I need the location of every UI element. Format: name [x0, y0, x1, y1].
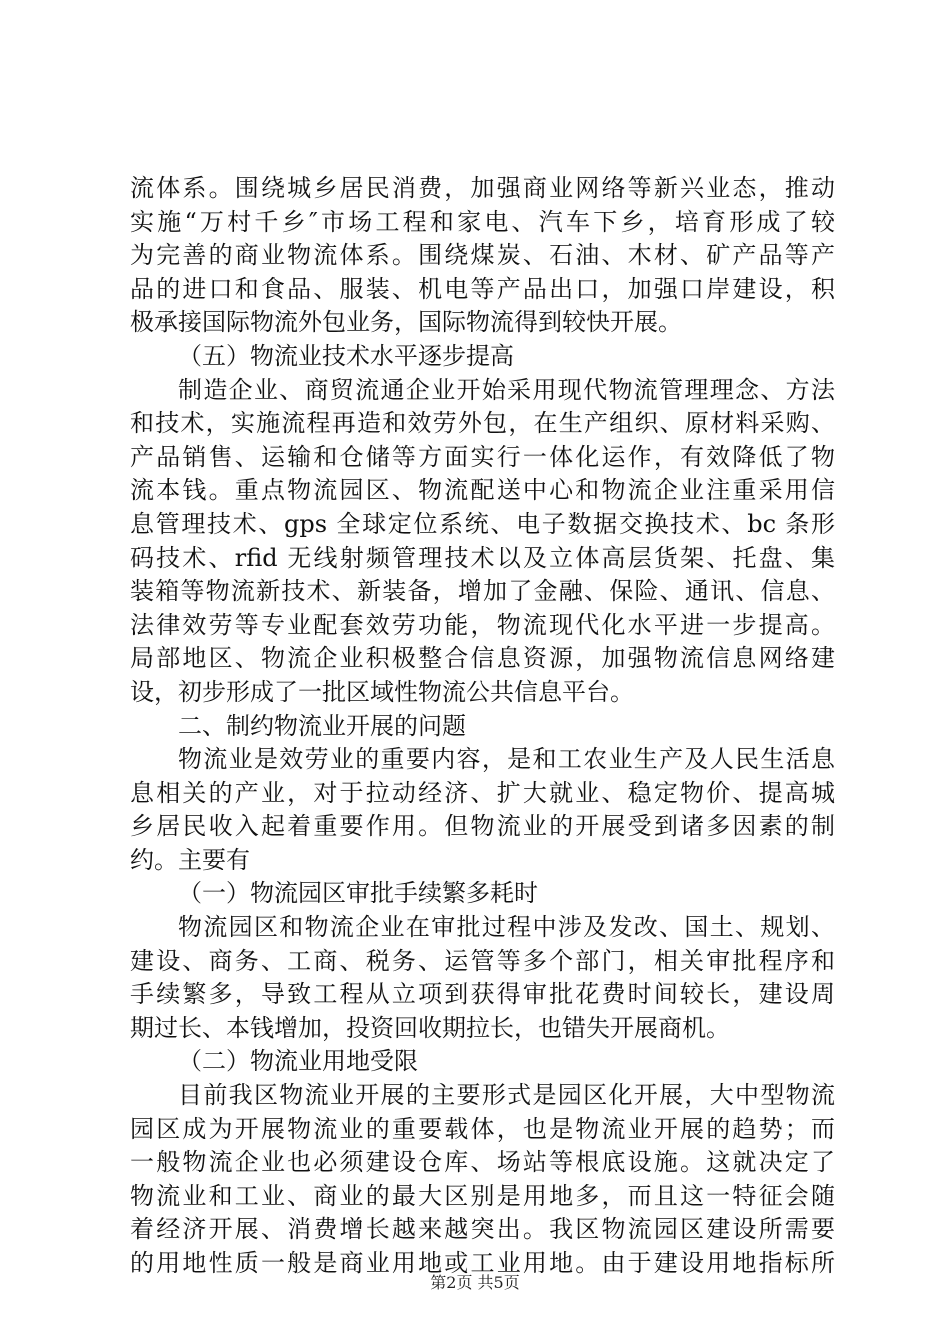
- text-line: 着经济开展、消费增长越来越突出。我区物流园区建设所需要: [130, 1215, 835, 1244]
- text-line: 产品销售、运输和仓储等方面实行一体化运作，有效降低了物: [130, 442, 835, 471]
- text-line: 息管理技术、gps 全球定位系统、电子数据交换技术、bc 条形: [130, 509, 835, 538]
- text-line: 法律效劳等专业配套效劳功能，物流现代化水平进一步提高。: [130, 610, 835, 639]
- text-line: 极承接国际物流外包业务，国际物流得到较快开展。: [130, 308, 682, 337]
- section-heading: （二）物流业用地受限: [178, 1047, 418, 1076]
- section-heading: （一）物流园区审批手续繁多耗时: [178, 879, 538, 908]
- text-line: 码技术、rfid 无线射频管理技术以及立体高层货架、托盘、集: [130, 543, 835, 572]
- text-line: 装箱等物流新技术、新装备，增加了金融、保险、通讯、信息、: [130, 577, 835, 606]
- text-line: 设，初步形成了一批区域性物流公共信息平台。: [130, 677, 634, 706]
- text-line: 制造企业、商贸流通企业开始采用现代物流管理理念、方法: [178, 375, 835, 404]
- page-number: 第2页 共5页: [430, 1273, 520, 1292]
- text-line: 物流业和工业、商业的最大区别是用地多，而且这一特征会随: [130, 1181, 835, 1210]
- text-line: 园区成为开展物流业的重要载体，也是物流业开展的趋势；而: [130, 1114, 835, 1143]
- text-line: 品的进口和食品、服装、机电等产品出口，加强口岸建设，积: [130, 274, 835, 303]
- section-heading: （五）物流业技术水平逐步提高: [178, 341, 514, 370]
- text-line: 为完善的商业物流体系。围绕煤炭、石油、木材、矿产品等产: [130, 241, 835, 270]
- text-line: 一般物流企业也必须建设仓库、场站等根底设施。这就决定了: [130, 1148, 835, 1177]
- text-line: 流体系。围绕城乡居民消费，加强商业网络等新兴业态，推动: [130, 174, 835, 202]
- text-line: 目前我区物流业开展的主要形式是园区化开展，大中型物流: [178, 1081, 835, 1110]
- section-heading: 二、制约物流业开展的问题: [178, 711, 466, 740]
- text-line: 物流业是效劳业的重要内容，是和工农业生产及人民生活息: [178, 745, 835, 774]
- text-line: 局部地区、物流企业积极整合信息资源，加强物流信息网络建: [130, 644, 835, 673]
- text-line: 实施“万村千乡″市场工程和家电、汽车下乡，培育形成了较: [130, 207, 835, 236]
- text-line: 建设、商务、工商、税务、运管等多个部门，相关审批程序和: [130, 946, 835, 975]
- text-line: 约。主要有: [130, 845, 250, 874]
- text-line: 的用地性质一般是商业用地或工业用地。由于建设用地指标所: [130, 1249, 835, 1277]
- text-line: 物流园区和物流企业在审批过程中涉及发改、国土、规划、: [178, 913, 835, 942]
- text-line: 流本钱。重点物流园区、物流配送中心和物流企业注重采用信: [130, 476, 835, 505]
- text-line: 和技术，实施流程再造和效劳外包，在生产组织、原材料采购、: [130, 409, 835, 438]
- text-line: 期过长、本钱增加，投资回收期拉长，也错失开展商机。: [130, 1013, 730, 1042]
- body-text: [130, 172, 835, 1281]
- text-line: 息相关的产业，对于拉动经济、扩大就业、稳定物价、提高城: [130, 778, 835, 807]
- text-line: 乡居民收入起着重要作用。但物流业的开展受到诸多因素的制: [130, 812, 835, 841]
- text-line: 手续繁多，导致工程从立项到获得审批花费时间较长，建设周: [130, 980, 835, 1009]
